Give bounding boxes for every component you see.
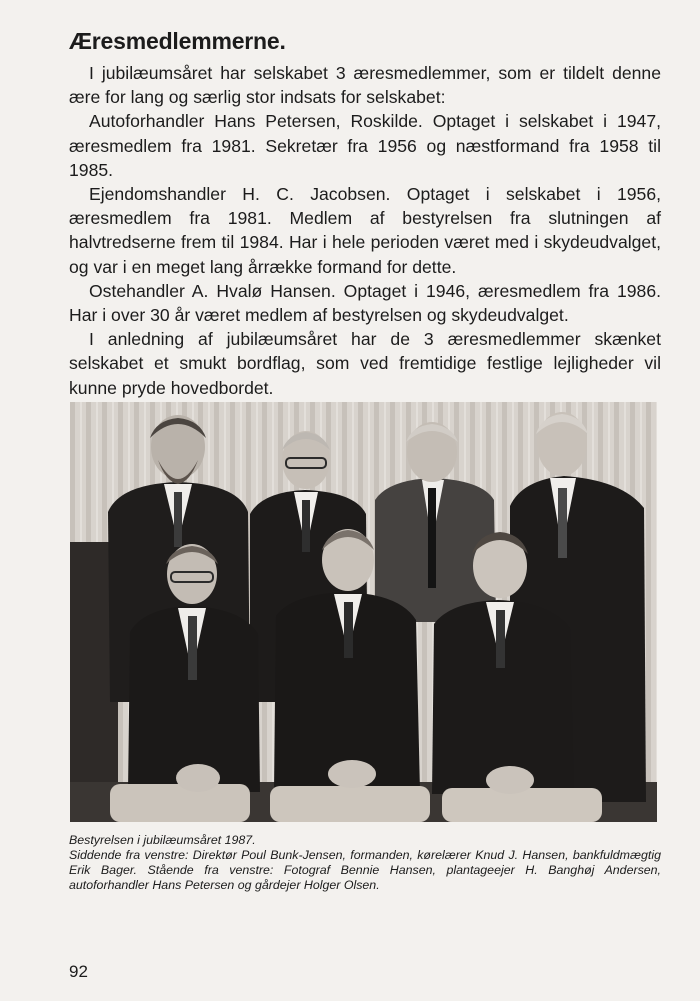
paragraph-bordflag: I anledning af jubilæumsåret har de 3 æresmedlemmer skænket selskabet et smukt bordflag, som ved fremtidige festlige lejligheder vil kunne pryde hovedbordet. — [69, 329, 661, 398]
body-text — [69, 61, 661, 400]
paragraph-hans-petersen: Autoforhandler Hans Petersen, Roskilde. Optaget i selskabet i 1947, æresmedlem fra 1981. Sekretær fra 1956 og næstformand fra 1958 til 1985. — [69, 111, 661, 180]
paragraph-intro: I jubilæumsåret har selskabet 3 æresmedlemmer, som er tildelt denne ære for lang og særlig stor indsats for selskabet: — [69, 63, 661, 108]
caption-title: Bestyrelsen i jubilæumsåret 1987. — [69, 833, 256, 847]
caption-names: Siddende fra venstre: Direktør Poul Bunk-Jensen, formanden, kørelærer Knud J. Hansen, bankfuldmægtig Erik Bager. Stående fra venstre: Fotograf Bennie Hansen, plantageejer H. Banghøj Andersen, autoforhandler Hans Petersen og gårdejer Holger Olsen. — [69, 848, 661, 892]
page-title: Æresmedlemmerne. — [69, 28, 286, 54]
group-photo — [70, 402, 657, 822]
paragraph-hvalo-hansen: Ostehandler A. Hvalø Hansen. Optaget i 1946, æresmedlem fra 1986. Har i over 30 år været medlem af bestyrelsen og skydeudvalget. — [69, 280, 661, 326]
paragraph-hc-jacobsen: Ejendomshandler H. C. Jacobsen. Optaget i selskabet i 1956, æresmedlem fra 1981. Medlem af bestyrelsen fra slutningen af halvtredserne frem til 1984. Har i hele perioden været med i skydeudvalget, og var i en meget lang årrække formand for dette. — [69, 184, 661, 277]
group-photo-illustration — [70, 402, 657, 822]
page-number: 92 — [69, 962, 88, 981]
photo-caption — [69, 833, 661, 893]
